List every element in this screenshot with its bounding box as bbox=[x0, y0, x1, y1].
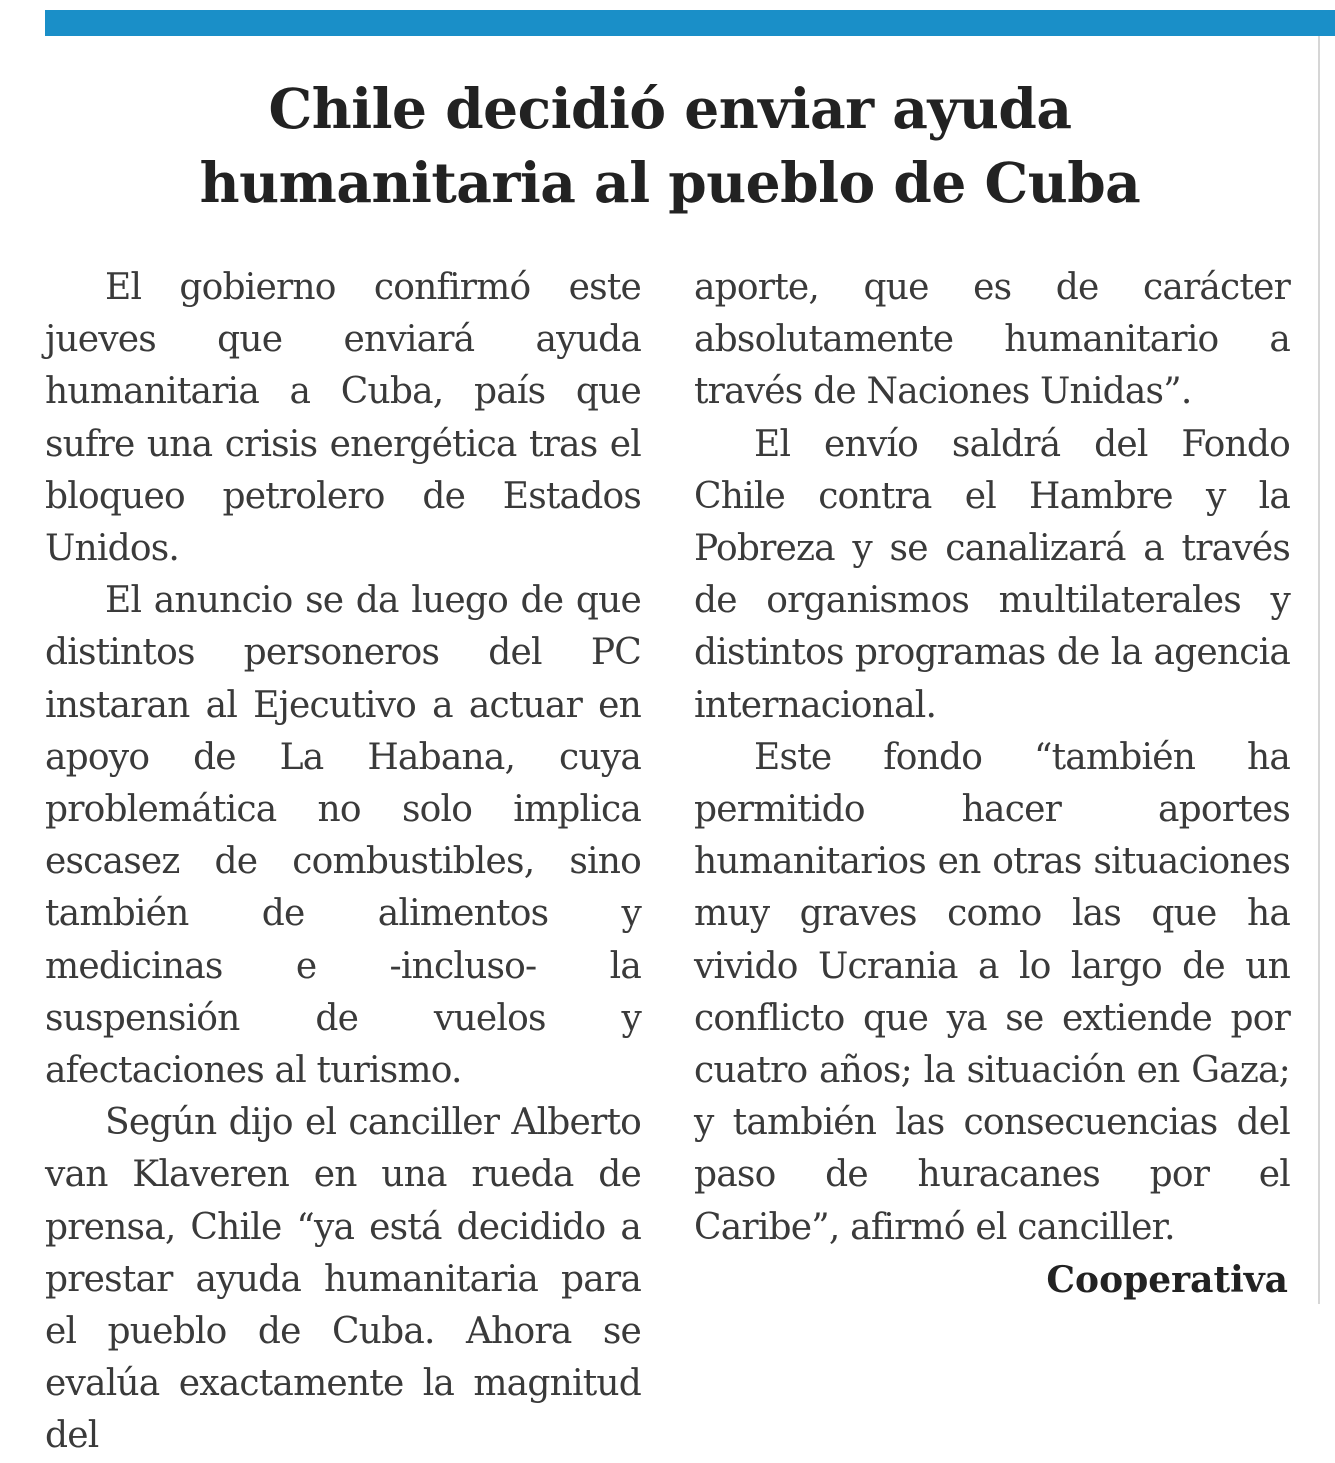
article-column-left bbox=[45, 262, 641, 1463]
article-column-right bbox=[694, 262, 1290, 1254]
headline: Chile decidió enviar ayuda humanitaria al pueblo de Cuba bbox=[199, 76, 1141, 215]
paragraph-2: El anuncio se da luego de que distintos personeros del PC instaran al Ejecutivo a actuar en apoyo de La Habana, cuya problemática no solo implica escasez de combustibles, sino también de alimentos y medicinas e -incluso- la suspensión de vuelos y afectaciones al turismo. bbox=[45, 580, 641, 1092]
column-rule bbox=[1318, 36, 1320, 1304]
paragraph-4: El envío saldrá del Fondo Chile contra el Hambre y la Pobreza y se canalizará a través de organismos multilaterales y distintos programas de la agencia internacional. bbox=[694, 423, 1290, 726]
top-accent-bar bbox=[45, 10, 1335, 36]
paragraph-5: Este fondo “también ha permitido hacer aportes humanitarios en otras situaciones muy graves como las que ha vivido Ucrania a lo largo de un conflicto que ya se extiende por cuatro años; la situación en Gaza; y también las consecuencias del paso de huracanes por el Caribe”, afirmó el canciller. bbox=[694, 736, 1290, 1248]
paragraph-1: El gobierno confirmó este jueves que enviará ayuda humanitaria a Cuba, país que sufre una crisis energética tras el bloqueo petrolero de Estados Unidos. bbox=[45, 267, 641, 570]
source-credit: Cooperativa bbox=[1046, 1259, 1288, 1301]
paragraph-3-continued: aporte, que es de carácter absolutamente humanitario a través de Naciones Unidas”. bbox=[694, 267, 1290, 413]
paragraph-3: Según dijo el canciller Alberto van Klaveren en una rueda de prensa, Chile “ya está decidido a prestar ayuda humanitaria para el pueblo de Cuba. Ahora se evalúa exactamente la magnitud del bbox=[45, 1102, 641, 1457]
